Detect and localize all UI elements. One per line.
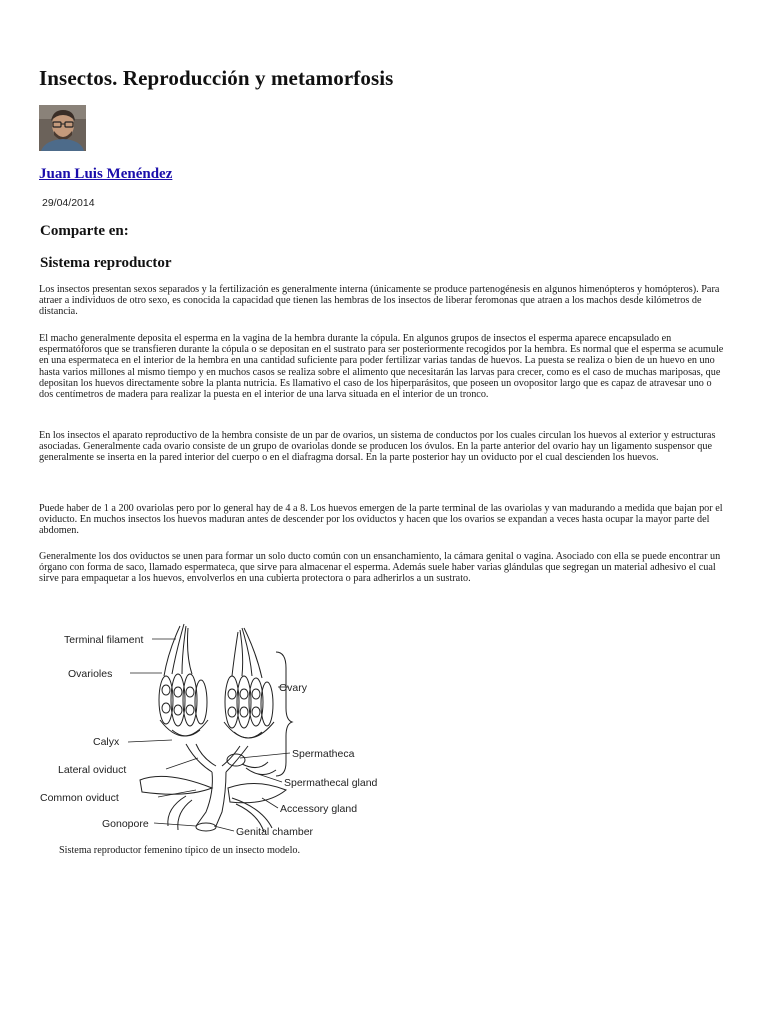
article-title: Insectos. Reproducción y metamorfosis — [39, 66, 394, 90]
label-terminal-filament: Terminal filament — [64, 634, 144, 646]
person-photo-icon — [39, 105, 86, 151]
paragraph-2: El macho generalmente deposita el esperma en la vagina de la hembra durante la cópula. En algunos grupos de insectos el esperma aparece encapsulado en espermatóforos que se transfieren durante la cópula o se depositan en el sustrato para ser posteriormente recogidos por la hembra. Es normal que el esperma se acumule en una espermateca en el interior de la hembra en una cantidad suficiente para poder fertilizar varias tandas de huevos. La puesta se realiza o bien de un huevo en uno hasta varios millones al mismo tiempo y en muchos casos se realiza sobre el alimento que necesitarán las larvas para crecer, como es el caso de muchas mariposas, que depositan los huevos directamente sobre la planta nutricia. Es llamativo el caso de los hiperparásitos, que poseen un ovopositor largo que es capaz de atravesar uno o dos centímetros de madera para realizar la puesta en el interior de una larva situada en el interior de un tronco. — [39, 333, 724, 401]
share-heading: Comparte en: — [40, 223, 129, 239]
paragraph-4: Puede haber de 1 a 200 ovariolas pero por lo general hay de 4 a 8. Los huevos emergen de la parte terminal de las ovariolas y van madurando a medida que bajan por el oviducto. En muchos insectos los huevos maduran antes de descender por los oviductos y hacen que los ovarios se expandan a veces hasta ocupar la mayor parte del abdomen. — [39, 503, 723, 537]
right-ovary-drawing — [224, 628, 274, 738]
label-genital-chamber: Genital chamber — [236, 826, 314, 838]
author-name[interactable] — [39, 166, 172, 183]
reproductive-system-figure — [36, 612, 396, 844]
reproductive-system-diagram — [36, 612, 396, 844]
paragraph-1: Los insectos presentan sexos separados y la fertilización es generalmente interna (únicamente se produce partenogénesis en algunos himenópteros y homópteros). Para atraer a individuos de otro sexo, es conocida la capacidad que tienen las hembras de los insectos de liberar feromonas que atraen a los machos desde kilómetros de distancia. — [39, 284, 720, 318]
left-ovary-drawing — [159, 624, 208, 736]
paragraph-3: En los insectos el aparato reproductivo de la hembra consiste de un par de ovarios, un sistema de conductos por los cuales circulan los huevos al exterior y estructuras asociadas. Generalmente cada ovario consiste de un grupo de ovariolas donde se producen los óvulos. En la parte anterior del ovario hay un ligamento suspensor que generalmente se inserta en la pared interior del cuerpo o en el diafragma dorsal. En la parte posterior hay un oviducto por el cual descienden los huevos. — [39, 430, 716, 464]
label-ovarioles: Ovarioles — [68, 668, 113, 680]
section-title: Sistema reproductor — [40, 255, 172, 271]
author-link[interactable]: Juan Luis Menéndez — [39, 166, 173, 182]
label-lateral-oviduct: Lateral oviduct — [58, 764, 127, 776]
label-accessory-gland: Accessory gland — [280, 803, 358, 815]
label-spermatheca: Spermatheca — [292, 748, 355, 760]
figure-caption: Sistema reproductor femenino típico de un insecto modelo. — [59, 845, 301, 856]
label-gonopore: Gonopore — [102, 818, 149, 830]
label-calyx: Calyx — [93, 736, 120, 748]
paragraph-5: Generalmente los dos oviductos se unen para formar un solo ducto común con un ensanchamiento, la cámara genital o vagina. Asociado con ella se puede encontrar un órgano con forma de saco, llamado espermateca, que sirve para almacenar el esperma. Además suele haber varias glándulas que segregan un material adhesivo el cual sirve para empaquetar a los huevos, envolverlos en una cubierta protectora o para adherirlos a un sustrato. — [39, 551, 721, 585]
publish-date: 29/04/2014 — [42, 197, 95, 209]
label-spermathecal-gland: Spermathecal gland — [284, 777, 378, 789]
label-ovary: Ovary — [279, 682, 308, 694]
label-common-oviduct: Common oviduct — [40, 792, 119, 804]
author-avatar[interactable] — [39, 105, 86, 151]
